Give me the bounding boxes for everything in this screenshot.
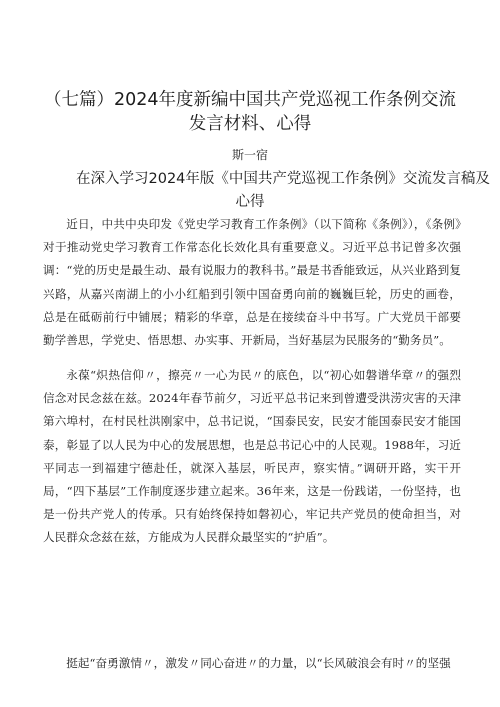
body-paragraph-3: 挺起“奋勇激情〃，激发〃同心奋进〃的力量，以“长风破浪会有时〃的坚强 [66,656,451,670]
document-title-line-1: （七篇）2024年度新编中国共产党巡视工作条例交流 [43,90,457,110]
section-title-line-2: 心得 [235,194,265,210]
document-title-line-2: 发言材料、心得 [188,114,312,134]
body-paragraph-1: 近日，中共中央印发《党史学习教育工作条例》（以下简称《条例》），《条例》对于推动党史学习教育工作常态化长效化具有重要意义。习近平总书记曾多次强调：“党的历史是最生动、最有说服力的教科书。”最是书香能致远，从兴业路到复兴路，从嘉兴南湖上的小小红船到引领中国奋勇向前的巍巍巨轮，历史的画卷，总是在砥砺前行中铺展；精彩的华章，总是在接续奋斗中书写。广大党员干部要勤学善思，学党史、悟思想、办实事、开新局，当好基层为民服务的“勤务员”。 [43,217,461,348]
section-title-line-1: 在深入学习2024年版《中国共产党巡视工作条例》交流发言稿及 [76,171,490,187]
author-name: 斯一宿 [231,148,268,162]
body-paragraph-2: 永葆“炽热信仰〃，擦亮〃一心为民〃的底色，以“初心如磐谱华章〃的强烈信念对民念兹在兹。2024年春节前夕，习近平总书记来到曾遭受洪涝灾害的天津第六埠村，在村民杜洪刚家中，总书记说，“国泰民安，民安才能国泰民安才能国泰，彰显了以人民为中心的发展思想，也是总书记心中的人民观。1988年，习近平同志一到福建宁德赴任，就深入基层，听民声，察实情。”调研开路，实干开局，“四下基层”工作制度逐步建立起来。36年来，这是一份践诺，一份坚持，也是一份共产党人的传承。只有始终保持如磐初心，牢记共产党员的使命担当，对人民群众念兹在兹，方能成为人民群众最坚实的“护盾”。 [43,368,461,545]
